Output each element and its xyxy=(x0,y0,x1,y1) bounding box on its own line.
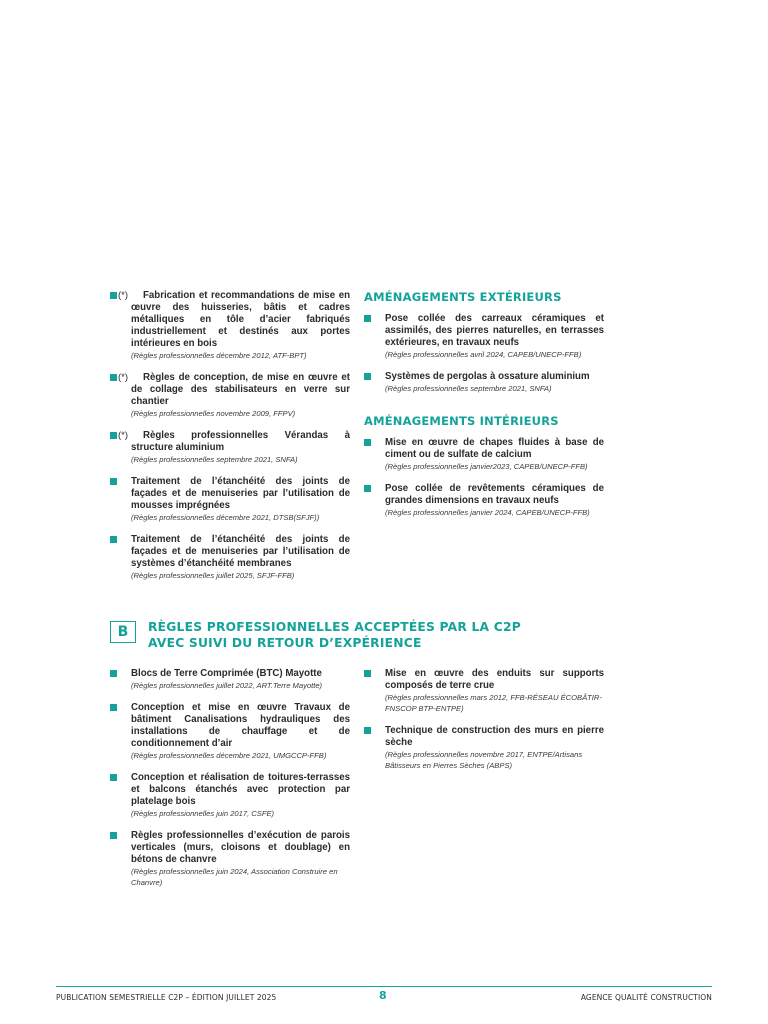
item-reference: (Règles professionnelles juillet 2022, ART.Terre Mayotte) xyxy=(131,681,323,690)
right-column xyxy=(364,290,604,529)
square-bullet-icon xyxy=(110,478,117,485)
footer-publication: PUBLICATION SEMESTRIELLE C2P – ÉDITION JUILLET 2025 xyxy=(56,993,277,1002)
section-b-left-column xyxy=(110,668,350,899)
item-title: Conception et mise en œuvre Travaux de bâtiment Canalisations hydrauliques des installations de chauffage et de conditionnement d’air xyxy=(131,702,350,749)
item-reference: (Règles professionnelles janvier2023, CAPEB/UNECP-FFB) xyxy=(385,462,588,471)
square-bullet-icon xyxy=(110,292,117,299)
square-bullet-icon xyxy=(364,439,371,446)
item-title: Blocs de Terre Comprimée (BTC) Mayotte xyxy=(131,668,322,679)
list-item xyxy=(110,534,350,581)
section-heading-interieurs: AMÉNAGEMENTS INTÉRIEURS xyxy=(364,414,559,428)
left-column xyxy=(110,290,350,592)
item-title: Règles de conception, de mise en œuvre et de collage des stabilisateurs en verre sur chantier xyxy=(131,372,350,407)
item-title: Systèmes de pergolas à ossature aluminium xyxy=(385,371,590,382)
item-reference: (Règles professionnelles juillet 2025, SFJF-FFB) xyxy=(131,571,295,580)
item-reference: (Règles professionnelles novembre 2009, FFPV) xyxy=(131,409,296,418)
item-title: Conception et réalisation de toitures-terrasses et balcons étanchés avec protection par platelage bois xyxy=(131,772,350,807)
item-title: Traitement de l’étanchéité des joints de façades et de menuiseries par l’utilisation de mousses imprégnées xyxy=(131,476,350,511)
list-item xyxy=(110,668,350,691)
asterisk-mark: (*) xyxy=(118,290,129,301)
item-reference: (Règles professionnelles juin 2017, CSFE) xyxy=(131,809,275,818)
list-item xyxy=(364,313,604,360)
list-item xyxy=(110,290,350,361)
list-item xyxy=(110,830,350,888)
item-title: Pose collée de revêtements céramiques de grandes dimensions en travaux neufs xyxy=(385,483,604,506)
square-bullet-icon xyxy=(110,374,117,381)
item-reference: (Règles professionnelles mars 2012, FFB-RÉSEAU ÉCOBÂTIR-FNSCOP BTP-ENTPE) xyxy=(385,693,602,713)
item-reference: (Règles professionnelles septembre 2021, SNFA) xyxy=(385,384,552,393)
square-bullet-icon xyxy=(364,727,371,734)
footer-publisher: AGENCE QUALITÉ CONSTRUCTION xyxy=(580,993,712,1002)
item-reference: (Règles professionnelles janvier 2024, CAPEB/UNECP-FFB) xyxy=(385,508,590,517)
section-b-header xyxy=(110,619,630,653)
section-b-title xyxy=(148,619,521,651)
item-title: Technique de construction des murs en pierre sèche xyxy=(385,725,604,748)
section-b-right-column xyxy=(364,668,604,782)
item-reference: (Règles professionnelles décembre 2021, DTSB(SFJF)) xyxy=(131,513,320,522)
item-title: Mise en œuvre des enduits sur supports composés de terre crue xyxy=(385,668,604,691)
square-bullet-icon xyxy=(364,315,371,322)
square-bullet-icon xyxy=(364,485,371,492)
square-bullet-icon xyxy=(110,432,117,439)
list-item xyxy=(364,668,604,714)
square-bullet-icon xyxy=(110,774,117,781)
square-bullet-icon xyxy=(110,704,117,711)
item-reference: (Règles professionnelles décembre 2012, ATF-BPT) xyxy=(131,351,307,360)
item-title: Règles professionnelles Vérandas à structure aluminium xyxy=(131,430,350,453)
list-item xyxy=(364,725,604,771)
item-reference: (Règles professionnelles septembre 2021, SNFA) xyxy=(131,455,298,464)
asterisk-mark: (*) xyxy=(118,372,129,383)
list-item xyxy=(110,372,350,419)
item-title: Fabrication et recommandations de mise en œuvre des huisseries, bâtis et cadres métalliques en tôle d’acier fabriqués industriellement et destinés aux portes intérieures en bois xyxy=(131,290,350,349)
item-reference: (Règles professionnelles novembre 2017, ENTPE/Artisans Bâtisseurs en Pierres Sèches (ABPS) xyxy=(385,750,583,770)
section-letter-badge: B xyxy=(110,621,136,643)
asterisk-mark: (*) xyxy=(118,430,129,441)
list-item xyxy=(364,437,604,472)
square-bullet-icon xyxy=(364,373,371,380)
list-item xyxy=(110,430,350,465)
square-bullet-icon xyxy=(110,670,117,677)
item-title: Pose collée des carreaux céramiques et assimilés, des pierres naturelles, en terrasses extérieures, en travaux neufs xyxy=(385,313,604,348)
list-item xyxy=(110,702,350,761)
list-item xyxy=(364,371,604,394)
square-bullet-icon xyxy=(110,536,117,543)
square-bullet-icon xyxy=(364,670,371,677)
section-b-title-line1: RÈGLES PROFESSIONNELLES ACCEPTÉES PAR LA C2P xyxy=(148,620,521,634)
item-title: Règles professionnelles d’exécution de parois verticales (murs, cloisons et doublage) en bétons de chanvre xyxy=(131,830,350,865)
footer-divider xyxy=(56,986,712,987)
square-bullet-icon xyxy=(110,832,117,839)
item-reference: (Règles professionnelles avril 2024, CAPEB/UNECP-FFB) xyxy=(385,350,582,359)
page-number: 8 xyxy=(379,989,387,1002)
item-title: Traitement de l’étanchéité des joints de façades et de menuiseries par l’utilisation de systèmes d’étanchéité membranes xyxy=(131,534,350,569)
section-b-title-line2: AVEC SUIVI DU RETOUR D’EXPÉRIENCE xyxy=(148,636,422,650)
item-title: Mise en œuvre de chapes fluides à base de ciment ou de sulfate de calcium xyxy=(385,437,604,460)
section-heading-exterieurs: AMÉNAGEMENTS EXTÉRIEURS xyxy=(364,290,562,304)
list-item xyxy=(364,483,604,518)
list-item xyxy=(110,772,350,819)
list-item xyxy=(110,476,350,523)
item-reference: (Règles professionnelles décembre 2021, UMGCCP-FFB) xyxy=(131,751,327,760)
item-reference: (Règles professionnelles juin 2024, Association Construire en Chanvre) xyxy=(131,867,338,887)
